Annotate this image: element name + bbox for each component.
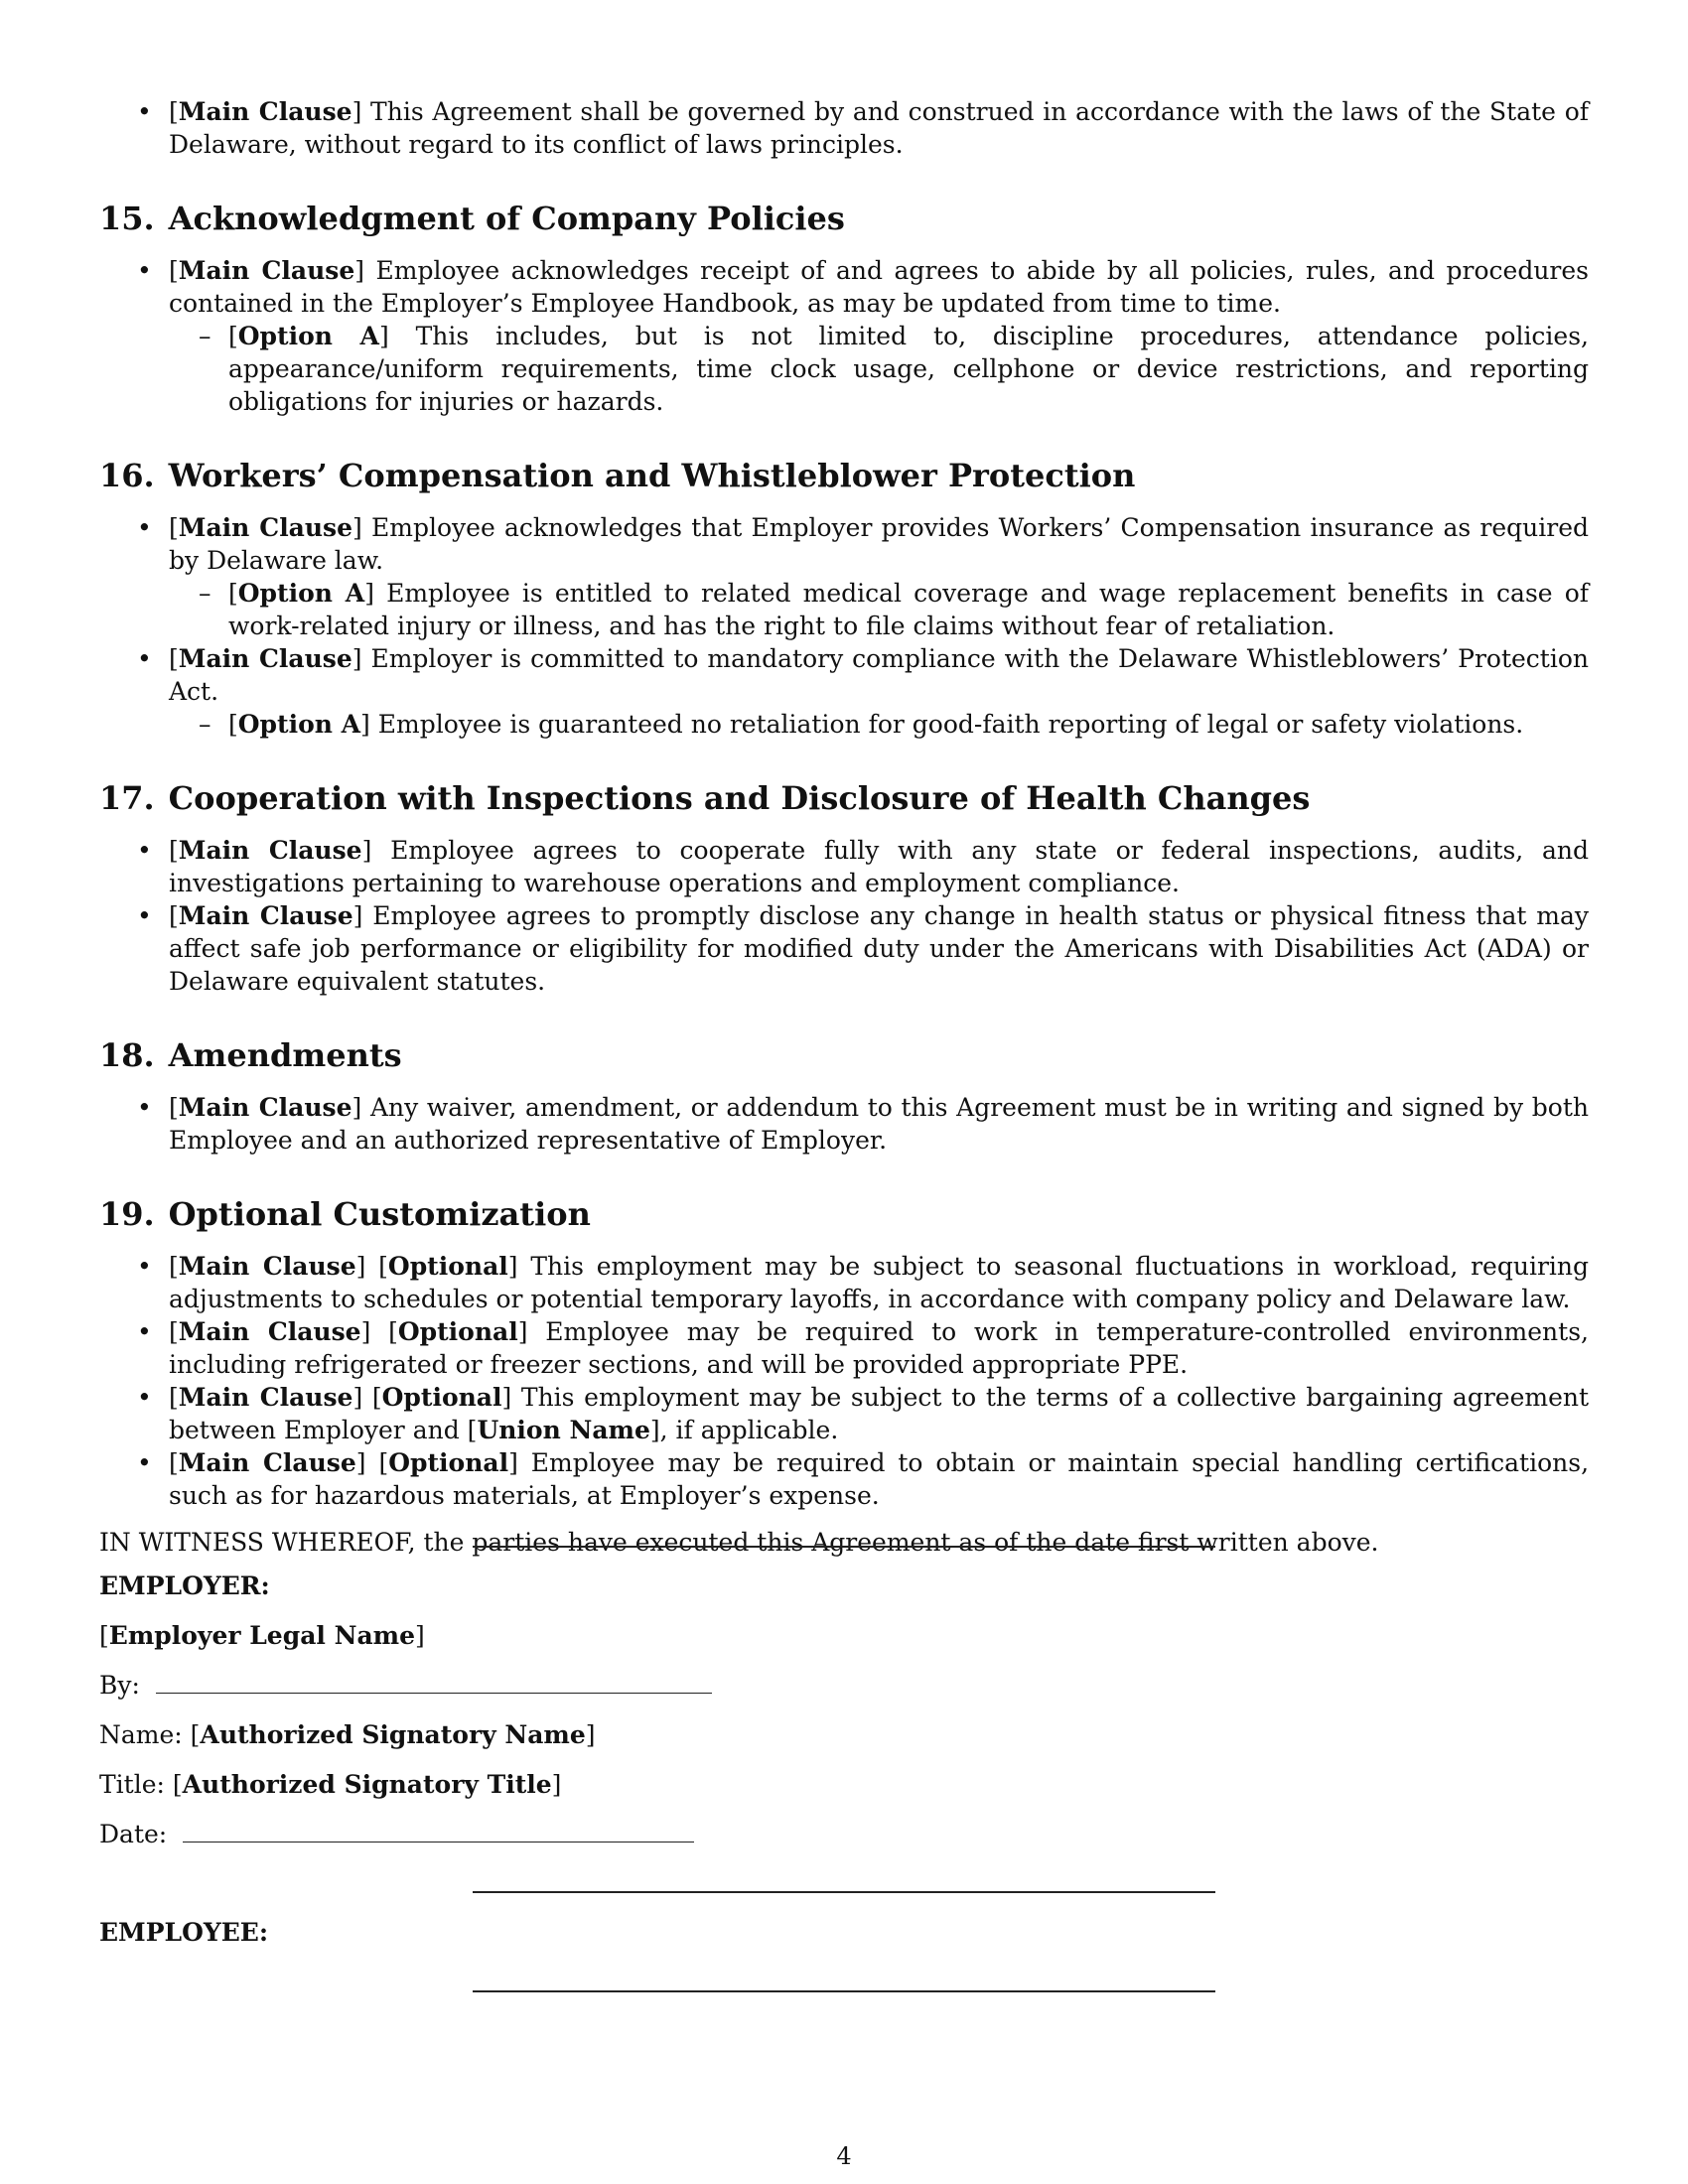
clause-text-continued: , if applicable.	[659, 1416, 839, 1444]
clause-tag: Main Clause	[178, 97, 352, 126]
option-item: – [Option A] Employee is entitled to related medical coverage and wage replacement benefits in case of work-related injury or illness, and has the right to file claims without fear of retaliation.	[169, 577, 1589, 642]
clause-list	[99, 1091, 1589, 1157]
clause-text: Employee may be required to obtain or maintain special handling certifications, such as for hazardous materials, at Employer’s expense.	[169, 1448, 1590, 1510]
name-row: Name: [Authorized Signatory Name]	[99, 1720, 596, 1749]
date-row	[99, 1820, 694, 1848]
employee-signature-line[interactable]	[473, 1990, 1215, 1992]
section-number: 17.	[99, 779, 155, 817]
section-heading	[99, 778, 1589, 818]
clause-text: This employment may be subject to the terms of a collective bargaining agreement between Employer and	[169, 1383, 1590, 1444]
intro-list	[99, 95, 1589, 161]
clause-text: Employee may be required to work in temperature-controlled environments, including refrigerated or freezer sections, and will be provided appropriate PPE.	[169, 1317, 1589, 1379]
section-title: Optional Customization	[168, 1195, 591, 1233]
optional-tag: Optional	[397, 1317, 518, 1346]
clause-text: Employee acknowledges that Employer provides Workers’ Compensation insurance as required by Delaware law.	[169, 513, 1590, 575]
clause-list	[99, 834, 1589, 998]
clause-tag: Main Clause	[178, 1317, 361, 1346]
clause-list	[99, 1250, 1589, 1512]
optional-tag: Optional	[381, 1383, 502, 1412]
employee-heading: EMPLOYEE:	[99, 1918, 269, 1947]
section-number: 19.	[99, 1195, 155, 1233]
option-text: Employee is entitled to related medical coverage and wage replacement benefits in case of work-related injury or illness, and has the right to file claims without fear of retaliation.	[228, 579, 1589, 640]
list-item: • [Main Clause] Employee acknowledges that Employer provides Workers’ Compensation insurance as required by Delaware law. – [Option A] Employee is entitled to related medical coverage and wage replacement benefits in case of work-related injury or illness, and has the right to file claims without fear of retaliation.	[99, 511, 1589, 642]
clause-tag: Main Clause	[178, 901, 353, 930]
list-item: • [Main Clause] Employee agrees to cooperate fully with any state or federal inspections, audits, and investigations pertaining to warehouse operations and employment compliance.	[99, 834, 1589, 899]
option-text: Employee is guaranteed no retaliation for good-faith reporting of legal or safety violations.	[369, 710, 1524, 739]
date-field[interactable]	[183, 1820, 694, 1843]
section-heading	[99, 456, 1589, 495]
option-tag: Option A	[237, 579, 365, 608]
clause-text: This Agreement shall be governed by and construed in accordance with the laws of the State of Delaware, without regard to its conflict of laws principles.	[169, 97, 1590, 159]
option-item: – [Option A] Employee is guaranteed no retaliation for good-faith reporting of legal or safety violations.	[169, 708, 1589, 741]
date-label: Date:	[99, 1820, 168, 1848]
section-number: 15.	[99, 200, 155, 237]
clause-list	[99, 511, 1589, 741]
section-title: Cooperation with Inspections and Disclosure of Health Changes	[168, 779, 1311, 817]
by-row	[99, 1671, 712, 1700]
list-item: • [Main Clause] [Optional] This employment may be subject to seasonal fluctuations in workload, requiring adjustments to schedules or potential temporary layoffs, in accordance with company policy and Delaware law.	[99, 1250, 1589, 1315]
employer-name-placeholder: Employer Legal Name	[108, 1621, 416, 1650]
clause-tag: Main Clause	[178, 836, 362, 865]
clause-tag: Main Clause	[178, 644, 352, 673]
title-placeholder: Authorized Signatory Title	[182, 1770, 552, 1799]
option-item: – [Option A] This includes, but is not limited to, discipline procedures, attendance policies, appearance/uniform requirements, time clock usage, cellphone or device restrictions, and reporting obligations for injuries or hazards.	[169, 320, 1589, 418]
clause-tag: Main Clause	[178, 256, 355, 285]
clause-tag: Main Clause	[178, 1252, 356, 1281]
clause-text: Employer is committed to mandatory compliance with the Delaware Whistleblowers’ Protection Act.	[169, 644, 1589, 706]
clause-text: This employment may be subject to seasonal fluctuations in workload, requiring adjustments to schedules or potential temporary layoffs, in accordance with company policy and Delaware law.	[169, 1252, 1589, 1313]
section-number: 16.	[99, 457, 155, 494]
clause-tag: Main Clause	[178, 1093, 352, 1122]
option-tag: Option A	[237, 710, 361, 739]
list-item: • [Main Clause] [Optional] Employee may be required to obtain or maintain special handling certifications, such as for hazardous materials, at Employer’s expense.	[99, 1446, 1589, 1512]
employer-name-line: [Employer Legal Name]	[99, 1621, 425, 1650]
optional-tag: Optional	[388, 1448, 509, 1477]
agreement-body	[99, 95, 1589, 1559]
section-heading	[99, 1194, 1589, 1234]
by-signature-field[interactable]	[156, 1671, 712, 1694]
section-title: Amendments	[168, 1036, 402, 1074]
option-list	[169, 320, 1589, 418]
section-heading	[99, 1035, 1589, 1075]
list-item: • [Main Clause] Employee acknowledges receipt of and agrees to abide by all policies, rules, and procedures contained in the Employer’s Employee Handbook, as may be updated from time to time. – [Option A] This includes, but is not limited to, discipline procedures, attendance policies, appearance/uniform requirements, time clock usage, cellphone or device restrictions, and reporting obligations for injuries or hazards.	[99, 254, 1589, 418]
clause-text: Any waiver, amendment, or addendum to this Agreement must be in writing and signed by both Employee and an authorized representative of Employer.	[169, 1093, 1589, 1155]
name-label: Name:	[99, 1720, 183, 1749]
clause-text: Employee agrees to promptly disclose any change in health status or physical fitness that may affect safe job performance or eligibility for modified duty under the Americans with Disabilities Act (ADA) or Delaware equivalent statutes.	[169, 901, 1589, 996]
title-row: Title: [Authorized Signatory Title]	[99, 1770, 562, 1799]
title-label: Title:	[99, 1770, 165, 1799]
clause-text: Employee agrees to cooperate fully with any state or federal inspections, audits, and investigations pertaining to warehouse operations and employment compliance.	[169, 836, 1590, 897]
clause-text: Employee acknowledges receipt of and agrees to abide by all policies, rules, and procedures contained in the Employer’s Employee Handbook, as may be updated from time to time.	[169, 256, 1589, 318]
option-list	[169, 708, 1589, 741]
section-heading	[99, 199, 1589, 238]
clause-list	[99, 254, 1589, 418]
section-number: 18.	[99, 1036, 155, 1074]
name-placeholder: Authorized Signatory Name	[200, 1720, 586, 1749]
section-title: Acknowledgment of Company Policies	[168, 200, 845, 237]
list-item: • [Main Clause] [Optional] Employee may be required to work in temperature-controlled environments, including refrigerated or freezer sections, and will be provided appropriate PPE.	[99, 1315, 1589, 1381]
witness-statement: IN WITNESS WHEREOF, the parties have executed this Agreement as of the date first written above.	[99, 1528, 1379, 1557]
list-item: • [Main Clause] [Optional] This employment may be subject to the terms of a collective bargaining agreement between Employer and [Union Name], if applicable.	[99, 1381, 1589, 1446]
list-item: • [Main Clause] This Agreement shall be governed by and construed in accordance with the laws of the State of Delaware, without regard to its conflict of laws principles.	[99, 95, 1589, 161]
page-number: 4	[836, 2142, 852, 2170]
optional-tag: Optional	[387, 1252, 508, 1281]
clause-tag: Main Clause	[178, 1383, 353, 1412]
sections-container	[99, 199, 1589, 1512]
clause-tag: Main Clause	[178, 1448, 356, 1477]
employer-heading: EMPLOYER:	[99, 1571, 270, 1600]
signature-line	[473, 1891, 1215, 1893]
list-item: • [Main Clause] Employer is committed to mandatory compliance with the Delaware Whistleblowers’ Protection Act. – [Option A] Employee is guaranteed no retaliation for good-faith reporting of legal or safety violations.	[99, 642, 1589, 741]
list-item: • [Main Clause] Any waiver, amendment, or addendum to this Agreement must be in writing and signed by both Employee and an authorized representative of Employer.	[99, 1091, 1589, 1157]
by-label: By:	[99, 1671, 140, 1700]
placeholder-field: Union Name	[477, 1416, 650, 1444]
clause-tag: Main Clause	[178, 513, 353, 542]
option-list	[169, 577, 1589, 642]
signature-line	[473, 1546, 1215, 1548]
option-tag: Option A	[237, 322, 379, 350]
option-text: This includes, but is not limited to, discipline procedures, attendance policies, appearance/uniform requirements, time clock usage, cellphone or device restrictions, and reporting obligations for injuries or hazards.	[228, 322, 1590, 416]
list-item: • [Main Clause] Employee agrees to promptly disclose any change in health status or physical fitness that may affect safe job performance or eligibility for modified duty under the Americans with Disabilities Act (ADA) or Delaware equivalent statutes.	[99, 899, 1589, 998]
section-title: Workers’ Compensation and Whistleblower Protection	[168, 457, 1136, 494]
